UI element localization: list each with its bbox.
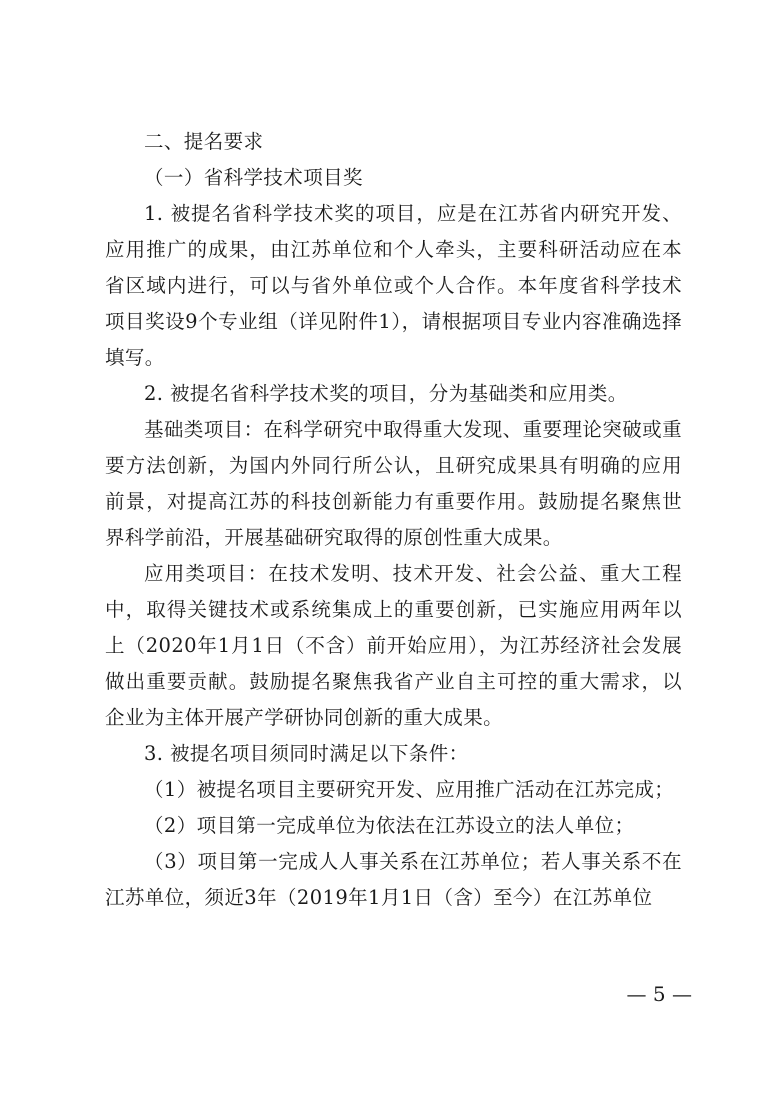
condition-3: （3）项目第一完成人人事关系在江苏单位；若人事关系不在江苏单位，须近3年（2019年1月1日（含）至今）在江苏单位 — [105, 850, 682, 909]
section-heading: 二、提名要求 — [144, 130, 264, 153]
page-number: — 5 — — [626, 982, 692, 1006]
condition-2: （2）项目第一完成单位为依法在江苏设立的法人单位； — [144, 814, 635, 837]
paragraph-item-3: 3. 被提名项目须同时满足以下条件： — [144, 742, 469, 765]
paragraph-basic-category: 基础类项目：在科学研究中取得重大发现、重要理论突破或重要方法创新，为国内外同行所公认，且研究成果具有明确的应用前景，对提高江苏的科技创新能力有重要作用。鼓励提名聚焦世界科学前沿，开展基础研究取得的原创性重大成果。 — [105, 418, 682, 549]
paragraph-item-2: 2. 被提名省科学技术奖的项目，分为基础类和应用类。 — [144, 382, 628, 405]
paragraph-applied-category: 应用类项目：在技术发明、技术开发、社会公益、重大工程中，取得关键技术或系统集成上的重要创新，已实施应用两年以上（2020年1月1日（不含）前开始应用），为江苏经济社会发展做出重要贡献。鼓励提名聚焦我省产业自主可控的重大需求，以企业为主体开展产学研协同创新的重大成果。 — [105, 562, 682, 729]
condition-1: （1）被提名项目主要研究开发、应用推广活动在江苏完成； — [144, 778, 675, 801]
paragraph-item-1: 1. 被提名省科学技术奖的项目，应是在江苏省内研究开发、应用推广的成果，由江苏单位和个人牵头，主要科研活动应在本省区域内进行，可以与省外单位或个人合作。本年度省科学技术项目奖设9个专业组（详见附件1），请根据项目专业内容准确选择填写。 — [105, 202, 682, 369]
document-body — [105, 124, 682, 916]
subsection-heading: （一）省科学技术项目奖 — [144, 166, 363, 189]
